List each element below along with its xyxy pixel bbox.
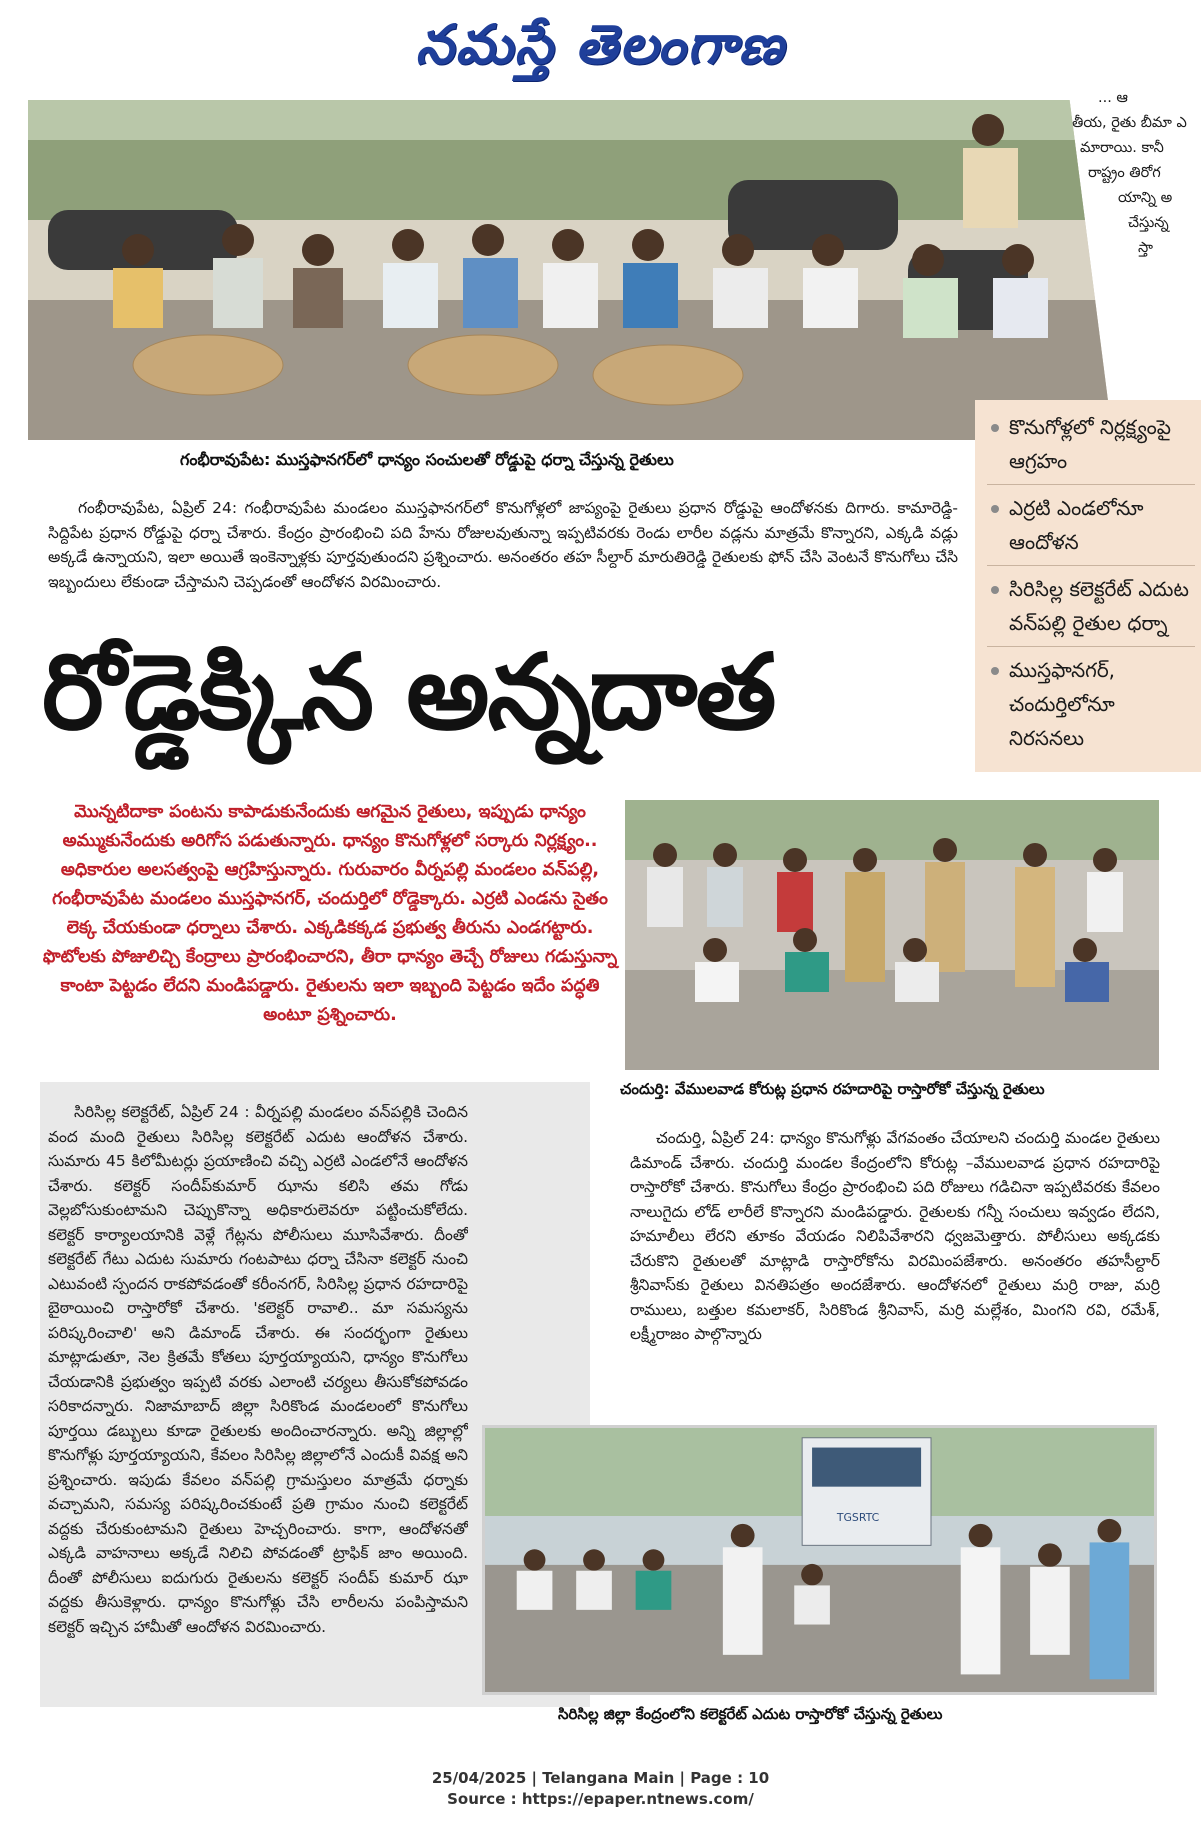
article-chandurthi: చందుర్తి, ఏప్రిల్ 24: ధాన్యం కొనుగోళ్లు వేగవంతం చేయాలని చందుర్తి మండల రైతులు డిమాండ్ చేశారు. చందుర్తి మండల కేంద్రంలోని కోరుట్ల –వేములవాడ ప్రధాన రహదారిపై రాస్తారోకో చేశారు. కొనుగోలు కేంద్రం ప్రారంభించి పది రోజులు గడిచినా ఇప్పటివరకు కేవలం నాలుగైదు లోడ్ లారీలే కొన్నారని మండిపడ్డారు. రైతులకు గన్నీ సంచులు ఇవ్వడం లేదని, హమాలీలు లేరని తూకం వేయడం నిలిపివేశారని ధ్వజమెత్తారు. పోలీసులు అక్కడకు చేరుకొని రైతులతో మాట్లాడి రాస్తారోకోను విరమింపజేశారు. అనంతరం తహసీల్దార్ శ్రీనివాస్‌కు రైతులు వినతిపత్రం అందజేశారు. ఆందోళనలో రైతులు మర్రి రాజు, మర్రి రాములు, బత్తుల కమలాకర్, సిరికొండ శ్రీనివాస్, మర్రి మల్లేశం, మింగని రవి, రమేశ్, లక్ష్మీరాజం పాల్గొన్నారు xyxy=(630,1129,1160,1343)
photo-sircilla-collectorate xyxy=(482,1425,1157,1695)
strip-line: రాష్ట్రం తిరోగ xyxy=(1088,165,1161,181)
headline: రోడ్డెక్కిన అన్నదాత xyxy=(42,631,775,753)
photo1-caption: గంభీరావుపేట: ముస్తఫానగర్‌లో ధాన్యం సంచులతో రోడ్డుపై ధర్నా చేస్తున్న రైతులు xyxy=(180,450,674,469)
strip-line: యాన్ని అ xyxy=(1118,190,1173,206)
strip-line: స్తా xyxy=(1138,240,1153,256)
strip-line: తీయ, రైతు బీమా ఎ xyxy=(1072,115,1187,131)
masthead xyxy=(0,0,1201,90)
strip-line: మారాయి. కానీ xyxy=(1080,140,1164,156)
highlight-item: ఎర్రటి ఎండలోనూ ఆందోళన xyxy=(987,491,1195,566)
highlight-item: సిరిసిల్ల కలెక్టరేట్ ఎదుట వన్‌పల్లి రైతుల ధర్నా xyxy=(987,572,1195,647)
page-footer xyxy=(0,1768,1201,1810)
article-sircilla: సిరిసిల్ల కలెక్టరేట్, ఏప్రిల్ 24 : వీర్నపల్లి మండలం వన్‌పల్లికి చెందిన వంద మంది రైతులు సిరిసిల్ల కలెక్టరేట్ ఎదుట ఆందోళన చేశారు. సుమారు 45 కిలోమీటర్లు ప్రయాణించి వచ్చి ఎర్రటి ఎండలోనే ఆందోళన చేశారు. కలెక్టర్ సందీప్‌కుమార్ ఝాను కలిసి తమ గోడు వెల్లబోసుకుంటామని చెప్పుకొన్నా అధికారులెవరూ పట్టించుకోలేదు. కలెక్టర్ కార్యాలయానికి వెళ్లే గేట్లను పోలీసులు మూసివేశారు. దీంతో కలెక్టరేట్ గేటు ఎదుట సుమారు గంటపాటు ధర్నా చేసినా కలెక్టర్ నుంచి ఎటువంటి స్పందన రాకపోవడంతో కరీంనగర్, సిరిసిల్ల ప్రధాన రహదారిపై బైఠాయించి రాస్తారోకో చేశారు. 'కలెక్టర్ రావాలి.. మా సమస్యను పరిష్కరించాలి' అని డిమాండ్ చేశారు. ఈ సందర్భంగా రైతులు మాట్లాడుతూ, నెల క్రితమే కోతలు పూర్తయ్యాయని, ధాన్యం కొనుగోలు చేయడానికి ప్రభుత్వం ఇప్పటి వరకు ఎలాంటి చర్యలు తీసుకోకపోవడం సరికాదన్నారు. నిజామాబాద్ జిల్లా సిరికొండ మండలంలో కొనుగోలు పూర్తయి డబ్బులు కూడా రైతులకు అందించారన్నారు. అన్ని జిల్లాల్లో కొనుగోళ్లు పూర్తయ్యాయని, కేవలం సిరిసిల్ల జిల్లాలోనే ఎందుకీ వివక్ష అని ప్రశ్నించారు. ఇపుడు కేవలం వన్‌పల్లి గ్రామస్తులం మాత్రమే ధర్నాకు వచ్చామని, సమస్య పరిష్కరించకుంటే ప్రతి గ్రామం నుంచి కలెక్టరేట్ వద్దకు చేరుకుంటామని రైతులు హెచ్చరించారు. కాగా, ఆందోళనతో ఎక్కడి వాహనాలు అక్కడే నిలిచి పోవడంతో ట్రాఫిక్ జాం అయింది. దీంతో పోలీసులు ఐదుగురు రైతులను కలెక్టర్ సందీప్ కుమార్ ఝా వద్దకు తీసుకెళ్లారు. ధాన్యం కొనుగోళ్లు చేసి లారీలను పంపిస్తామని కలెక్టర్ ఇచ్చిన హామీతో ఆందోళన విరమించారు. xyxy=(48,1103,468,1636)
photo-road-protest xyxy=(28,100,1113,440)
newspaper-logo: నమస్తే తెలంగాణ xyxy=(415,12,786,76)
highlights-box xyxy=(975,400,1201,772)
article-gambhiraopet: గంభీరావుపేట, ఏప్రిల్ 24: గంభీరావుపేట మండలం ముస్తఫానగర్‌లో కొనుగోళ్లలో జాప్యంపై రైతులు ప్రధాన రోడ్డుపై ఆందోళనకు దిగారు. కామారెడ్డి-సిద్దిపేట ప్రధాన రోడ్డుపై ధర్నా చేశారు. కేంద్రం ప్రారంభించి పది హేను రోజులవుతున్నా ఇప్పటివరకు రెండు లారీల వడ్లను మాత్రమే కొన్నారని, ఎక్కడి వడ్లు అక్కడే ఉన్నాయని, ఇలా అయితే ఇంకెన్నాళ్లకు పూర్తవుతుందని ప్రశ్నించారు. అనంతరం తహ సీల్దార్ మారుతిరెడ్డి రైతులకు ఫోన్ చేసి వెంటనే కొనుగోలు చేసి ఇబ్బందులు లేకుండా చేస్తామని చెప్పడంతో ఆందోళన విరమించారు. xyxy=(48,499,958,591)
strip-line: చేస్తున్న xyxy=(1128,215,1169,231)
bus-label: TGSRTC xyxy=(836,1510,880,1524)
footer-source: Source : https://epaper.ntnews.com/ xyxy=(447,1790,754,1808)
highlight-item: ముస్తఫానగర్, చందుర్తిలోనూ నిరసనలు xyxy=(987,653,1195,761)
photo2-caption: చందుర్తి: వేములవాడ కోరుట్ల ప్రధాన రహదారిపై రాస్తారోకో చేస్తున్న రైతులు xyxy=(620,1080,1045,1098)
strip-line: ... ఆ xyxy=(1098,90,1129,106)
highlight-item: కొనుగోళ్లలో నిర్లక్ష్యంపై ఆగ్రహం xyxy=(987,410,1195,485)
footer-date-page: 25/04/2025 | Telangana Main | Page : 10 xyxy=(431,1769,770,1787)
photo3-caption: సిరిసిల్ల జిల్లా కేంద్రంలోని కలెక్టరేట్ ఎదుట రాస్తారోకో చేస్తున్న రైతులు xyxy=(558,1705,943,1723)
lead-paragraph: మొన్నటిదాకా పంటను కాపాడుకునేందుకు ఆగమైన రైతులు, ఇప్పుడు ధాన్యం అమ్ముకునేందుకు అరిగోస పడుతున్నారు. ధాన్యం కొనుగోళ్లలో సర్కారు నిర్లక్ష్యం.. అధికారుల అలసత్వంపై ఆగ్రహిస్తున్నారు. గురువారం వీర్నపల్లి మండలం వన్‌పల్లి, గంభీరావుపేట మండలం ముస్తఫానగర్, చందుర్తిలో రోడ్డెక్కారు. ఎర్రటి ఎండను సైతం లెక్క చేయకుండా ధర్నాలు చేశారు. ఎక్కడికక్కడ ప్రభుత్వ తీరును ఎండగట్టారు. ఫొటోలకు పోజులిచ్చి కేంద్రాలు ప్రారంభించారని, తీరా ధాన్యం తెచ్చే రోజులు గడుస్తున్నా కాంటా పెట్టడం లేదని మండిపడ్డారు. రైతులను ఇలా ఇబ్బంది పెట్టడం ఇదేం పద్ధతి అంటూ ప్రశ్నించారు. xyxy=(42,802,618,1025)
photo-chandurthi-rasta-roko xyxy=(625,800,1159,1070)
